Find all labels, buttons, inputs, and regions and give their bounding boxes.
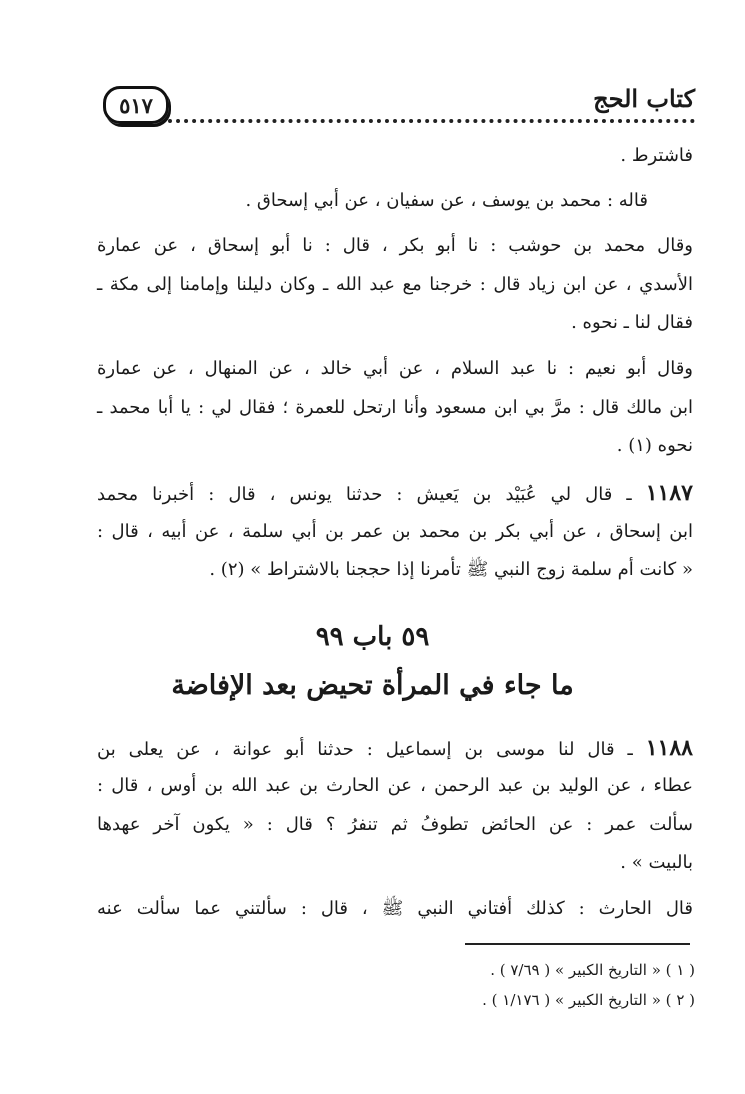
header-divider (168, 119, 695, 123)
text-line-14: سألت عمر : عن الحائض تطوفُ ثم تنفرُ ؟ قال : « يكون آخر عهدها (97, 814, 693, 835)
chapter-title: ما جاء في المرأة تحيض بعد الإفاضة (171, 670, 574, 701)
page-number: ٥١٧ (119, 92, 153, 118)
text-line-3: وقال محمد بن حوشب : نا أبو بكر ، قال : نا أبو إسحاق ، عن عمارة (97, 235, 693, 256)
text-line-5: فقال لنا ـ نحوه . (571, 312, 693, 333)
running-title: كتاب الحج (593, 84, 695, 113)
hadith-text: ـ قال لنا موسى بن إسماعيل : حدثنا أبو عوانة ، عن يعلى بن (97, 739, 646, 760)
page-number-badge (103, 86, 169, 124)
footnote-divider (465, 943, 690, 945)
text-line-2: قاله : محمد بن يوسف ، عن سفيان ، عن أبي إسحاق . (245, 190, 648, 211)
hadith-number: ١١٨٧ (645, 480, 693, 506)
text-line-11: « كانت أم سلمة زوج النبي ﷺ تأمرنا إذا حججنا بالاشتراط » (٢) . (209, 559, 693, 580)
text-line-4: الأسدي ، عن ابن زياد قال : خرجنا مع عبد الله ـ وكان دليلنا وإمامنا إلى مكة ـ (97, 274, 693, 295)
footnote-1: ( ١ ) « التاريخ الكبير » ( ٧/٦٩ ) . (490, 961, 695, 979)
page-header (95, 82, 695, 127)
text-line-6: وقال أبو نعيم : نا عبد السلام ، عن أبي خالد ، عن المنهال ، عن عمارة (97, 358, 693, 379)
chapter-number: ٥٩ باب ٩٩ (315, 622, 430, 652)
footnote-2: ( ٢ ) « التاريخ الكبير » ( ١/١٧٦ ) . (482, 991, 695, 1009)
text-line-10: ابن إسحاق ، عن أبي بكر بن محمد بن عمر بن أبي سلمة ، عن أبيه ، قال : (97, 521, 693, 542)
text-line-16: قال الحارث : كذلك أفتاني النبي ﷺ ، قال : سألتني عما سألت عنه (97, 898, 693, 919)
hadith-text: ـ قال لي عُبَيْد بن يَعيش : حدثنا يونس ، قال : أخبرنا محمد (97, 484, 646, 505)
text-line-1: فاشترط . (620, 145, 693, 166)
text-line-13: عطاء ، عن الوليد بن عبد الرحمن ، عن الحارث بن عبد الله بن أوس ، قال : (97, 775, 693, 796)
text-line-15: بالبيت » . (620, 852, 693, 873)
hadith-1187-line (97, 480, 693, 508)
text-line-7: ابن مالك قال : مرَّ بي ابن مسعود وأنا ارتحل للعمرة ؛ فقال لي : يا أبا محمد ـ (97, 397, 693, 418)
hadith-1188-line (97, 735, 693, 763)
text-line-8: نحوه (١) . (616, 435, 693, 456)
hadith-number: ١١٨٨ (645, 735, 693, 761)
